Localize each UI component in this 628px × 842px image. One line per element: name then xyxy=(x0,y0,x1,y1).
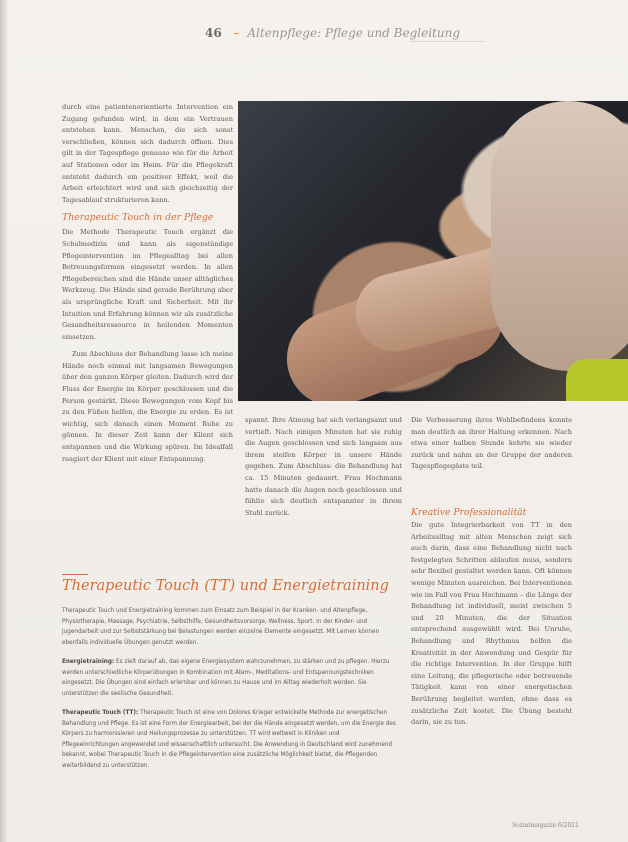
right-column-bottom xyxy=(411,520,572,729)
left-paragraph-3: Zum Abschluss der Behandlung lasse ich meine Hände noch einmal mit langsamen Bewegungen über den ganzen Körper gleiten. Dadurch wird der Fluss der Energie im Körper geschlossen und die Person gestärkt. Diese Bewegungen vom Kopf bis zu den Füßen helfen, die Energie zu erden. Es ist wichtig, sich danach einen Moment Ruhe zu gönnen. In dieser Zeit kann der Klient sich entspannen und die Wirkung spüren. Im Idealfall reagiert der Klient mit einer Entspannung. xyxy=(62,350,233,463)
hands-photo xyxy=(238,101,628,401)
right-column-top xyxy=(411,415,572,473)
right-subhead: Kreative Professionalität xyxy=(411,507,527,518)
page-footer: Sozialmagazin 6/2021 xyxy=(512,822,579,829)
box-label-tt: Therapeutic Touch (TT): xyxy=(62,710,139,716)
yellow-shirt xyxy=(566,359,628,401)
right-paragraph-2: Die gute Integrierbarkeit von TT in den Arbeitsalltag mit alten Menschen zeigt sich auch darin, dass eine Behandlung nicht nach festgelegten Schritten ablaufen muss, sondern sehr flexibel gestaltet werden kann. Oft können wenige Minuten ausreichen. Bei Interventionen wie im Fall von Frau Hochmann – die Länge der Behandlung ist individuell, meist zwischen 5 und 20 Minuten, die der Situation entsprechend ausgewählt wird. Bei Unruhe, Behandlung und Rhythmus helfen die Kreativität in der Anwendung und Gespür für die richtige Intervention. In der Gruppe hilft eine Leitung, die pflegerische oder betreuende Tätigkeit kann von einer energetischen Berührung begleitet werden, ohne dass es zusätzliche Zeit kostet. Die Übung besteht darin, sie zu tun. xyxy=(411,521,572,727)
middle-paragraph: spannt. Ihre Atmung hat sich verlangsamt und vertieft. Nach einigen Minuten hat sie ruhig die Augen geschlossen und sich langsam aus ihrem steifen Körper in unsere Hände gegeben. Zum Abschluss: die Behandlung hat ca. 15 Minuten gedauert. Frau Hochmann hatte danach die Augen noch geschlossen und fühlte sich deutlich entspannter in ihrem Stuhl zurück. xyxy=(245,416,402,517)
running-header xyxy=(205,26,460,40)
info-box xyxy=(62,606,398,780)
caregiver-head xyxy=(491,101,628,371)
header-title: Altenpflege: Pflege und Begleitung xyxy=(247,26,461,40)
middle-column xyxy=(245,415,402,519)
box-paragraph-3 xyxy=(62,708,398,771)
page-number: 46 xyxy=(205,26,222,40)
box-text-energietraining: Es zielt darauf ab, das eigene Energiesystem wahrzunehmen, zu stärken und zu pflegen. Hierzu werden unterschiedliche Körperübungen in Kombination mit Atem-, Meditations- und Entspannungstechniken eingesetzt. Die Übungen sind einfach erlernbar und können zu Hause und im Alltag wiederholt werden. Sie unterstützen die seelische Gesundheit. xyxy=(62,659,390,697)
left-subhead: Therapeutic Touch in der Pflege xyxy=(62,212,214,224)
left-paragraph-2: Die Methode Therapeutic Touch ergänzt die Schulmedizin und kann als eigenständige Pflegeintervention im Pflegealltag bei allen Betreuungsformen eingesetzt werden. In allen Pflegebereichen sind die Hände unser alltägliches Werkzeug. Die Hände sind gerade Berührung aber als ursprüngliche Kraft und Sicherheit. Mit ihr Intuition und Erfahrung können wir als zusätzliche Gesundheitsressource in heilenden Momenten einsetzen. xyxy=(62,228,233,341)
box-title: Therapeutic Touch (TT) und Energietraining xyxy=(62,578,389,594)
page-edge-shadow xyxy=(0,0,8,842)
box-label-energietraining: Energietraining: xyxy=(62,659,115,665)
box-paragraph-2 xyxy=(62,657,398,699)
header-separator: – xyxy=(233,26,240,40)
box-accent-rule xyxy=(62,574,88,575)
box-paragraph-1: Therapeutic Touch und Energietraining kommen zum Einsatz zum Beispiel in der Kranken- und Altenpflege, Physiotherapie, Massage, Psychiatrie, Selbsthilfe, Gesundheitsvorsorge, Wellness, Sport. In der Kinder- und Jugendarbeit und zur Selbststärkung bei Belastungen werden einzelne Elemente eingesetzt. Mit Lernen können ebenfalls individuelle Übungen genutzt werden. xyxy=(62,608,380,646)
box-text-tt: Therapeutic Touch ist eine von Dolores Krieger entwickelte Methode zur energetischen Behandlung und Pflege. Es ist eine Form der Energiearbeit, bei der die Hände eingesetzt werden, um die Energie des Körpers zu harmonisieren und Heilungsprozesse zu unterstützen. TT wird weltweit in Kliniken und Pflegeeinrichtungen angewendet und wissenschaftlich untersucht. Die Anwendung in Deutschland wird zunehmend bekannt, wobei Therapeutic Touch in die Pflegeintervention eine zusätzliche Möglichkeit bietet, die Pflegenden weiterbildend zu unterstützen. xyxy=(62,710,396,769)
left-paragraph-1: durch eine patientenorientierte Intervention ein Zugang gefunden wird, in dem ein Vertrauen entstehen kann. Menschen, die sich sonst verschließen, können sich dadurch öffnen. Dies gilt in der Tagespflege genauso wie für die Arbeit auf Stationen oder im Heim. Für die Pflegekraft entsteht dadurch ein positiver Effekt, weil die Arbeit erleichtert wird und sich gleichzeitig der Tagesablauf strukturieren kann. xyxy=(62,103,233,204)
right-paragraph-1: Die Verbesserung ihres Wohlbefindens konnte man deutlich an ihrer Haltung erkennen. Nach etwa einer halben Stunde kehrte sie wieder zurück und nahm an der Gruppe der anderen Tagespflegegäste teil. xyxy=(411,416,572,471)
left-column xyxy=(62,102,233,465)
header-rule xyxy=(410,41,485,42)
